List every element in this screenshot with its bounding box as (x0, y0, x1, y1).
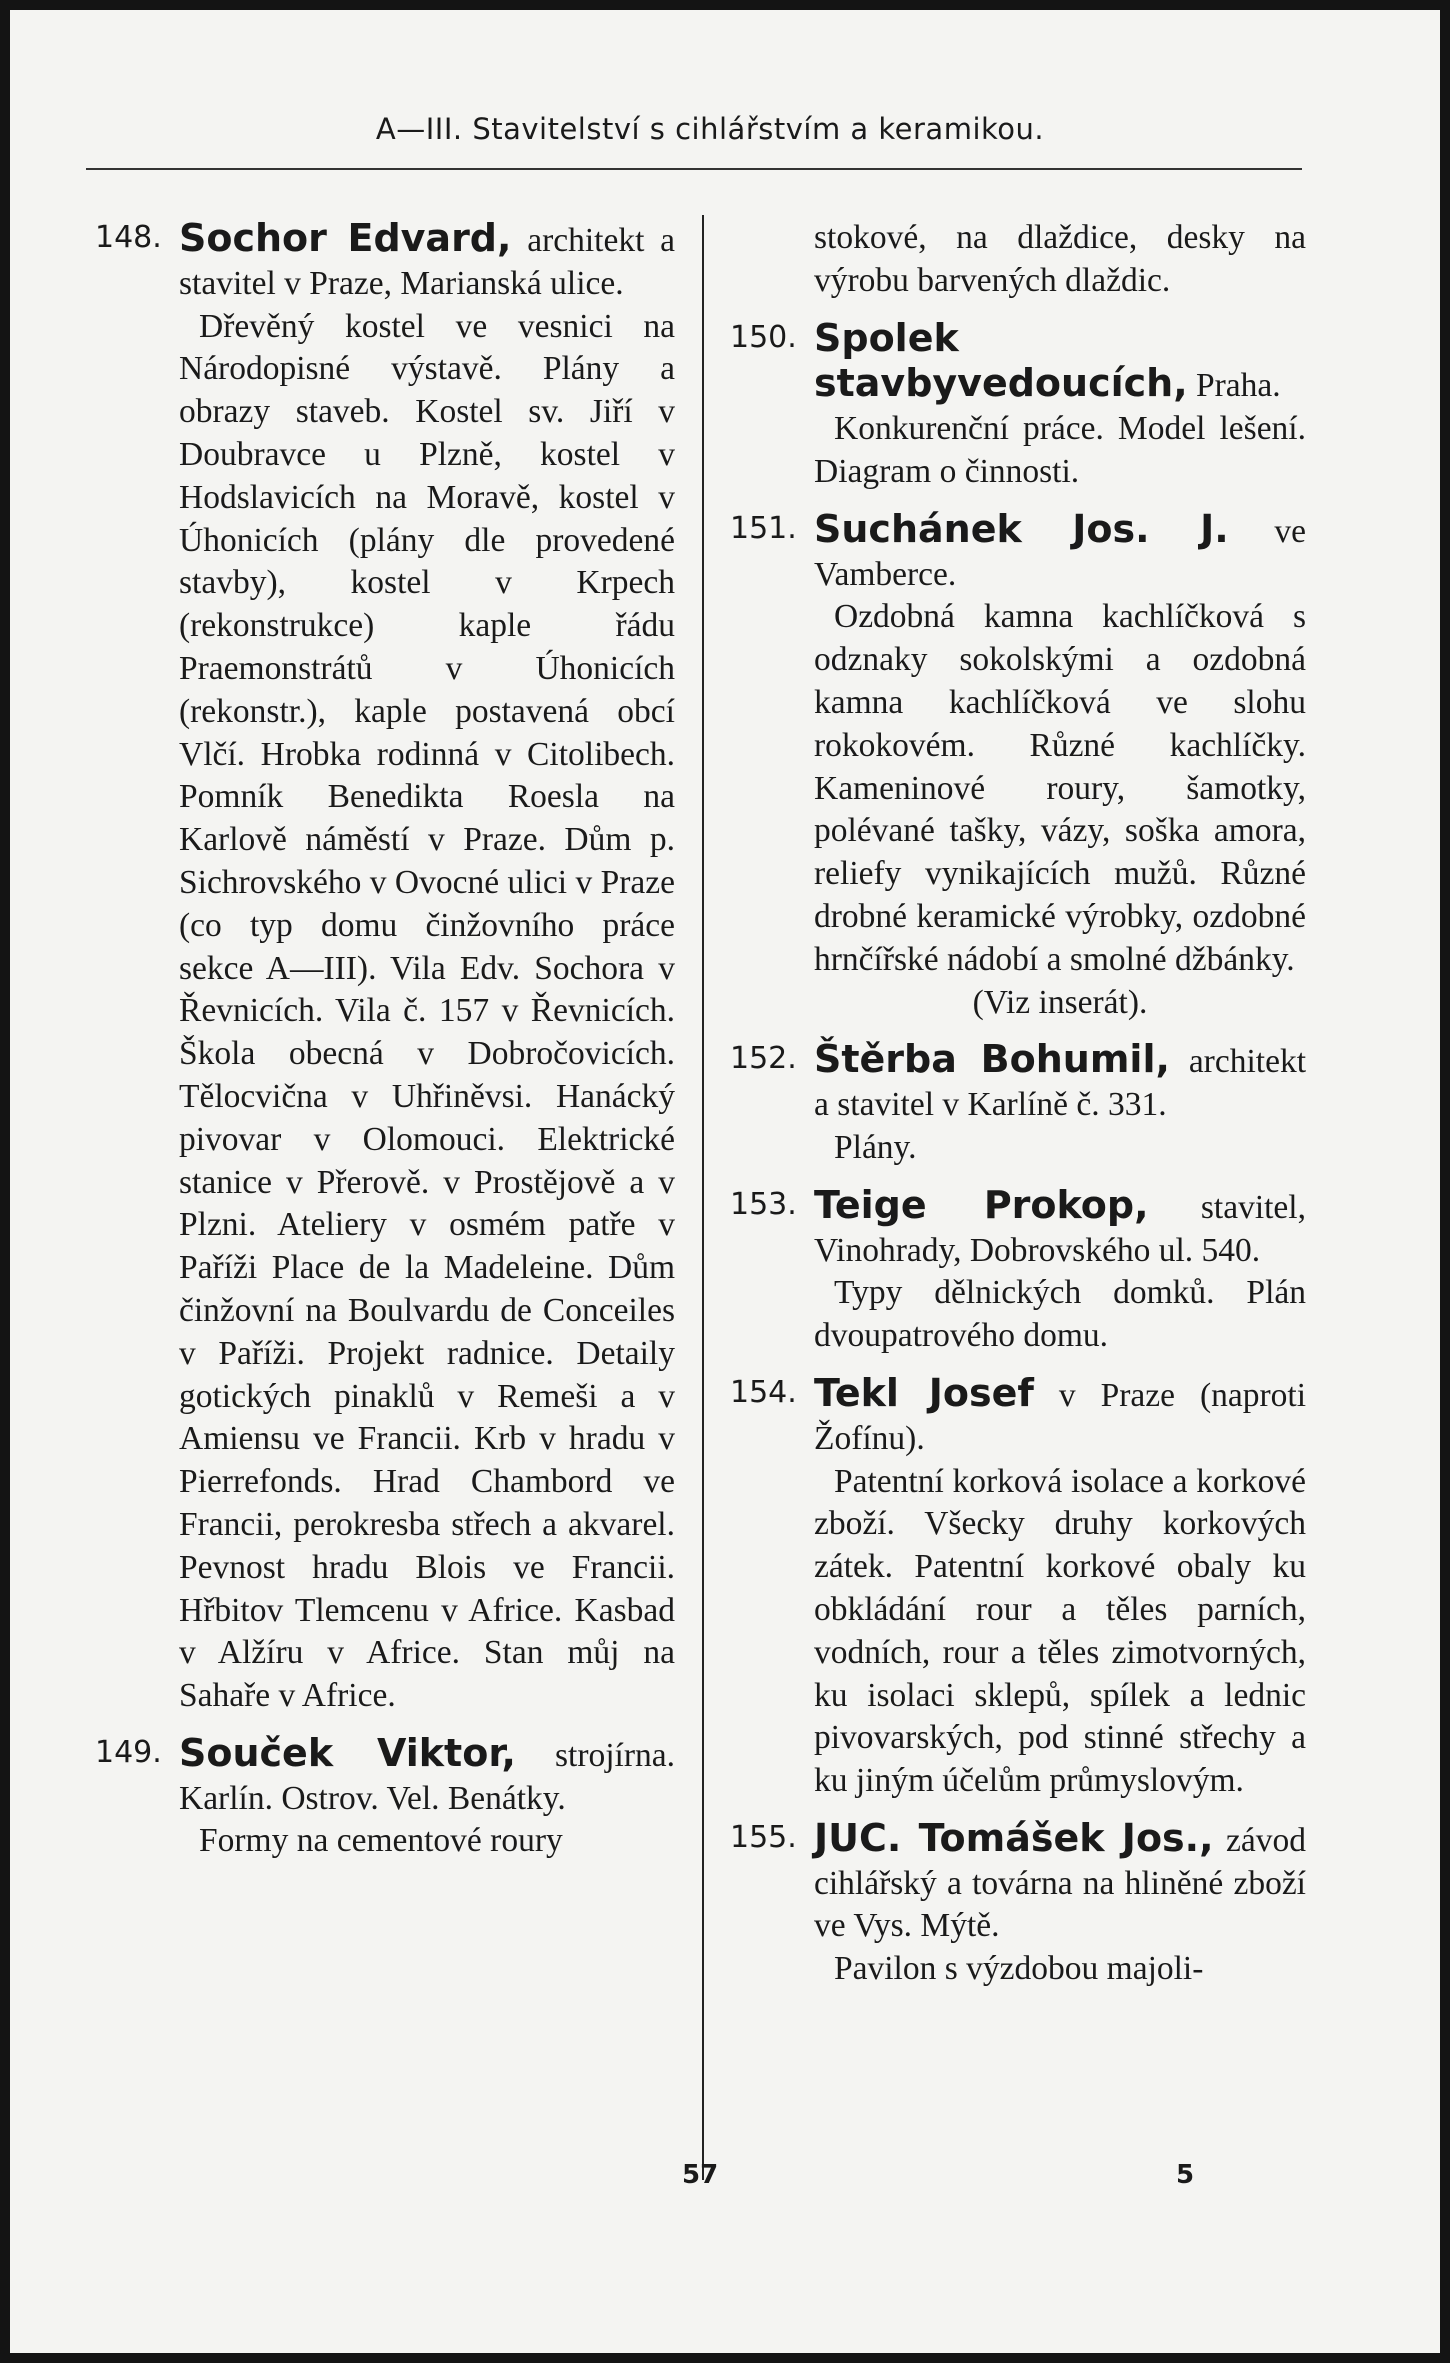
entry-name: JUC. Tomášek Jos., (814, 1815, 1214, 1860)
page-number-left: 57 (682, 2160, 719, 2190)
entry-intro: Praha. (1196, 367, 1281, 405)
entry-number: 148. (95, 220, 162, 255)
entry-name: Sochor Edvard, (179, 216, 512, 260)
entry-150 (730, 317, 1306, 494)
entry-intro: ve Vamberce. (814, 512, 1306, 593)
entry-text: Formy na cementové roury (199, 1822, 563, 1860)
entry-number: 155. (730, 1819, 797, 1855)
entry-number: 150. (730, 319, 797, 355)
page-number-right: 5 (1176, 2160, 1195, 2190)
column-divider (702, 215, 704, 2180)
running-header: A—III. Stavitelství s cihlářstvím a keramikou. (375, 112, 1045, 146)
entry-151 (730, 508, 1306, 1025)
entry-number: 152. (730, 1041, 797, 1077)
header-rule (86, 168, 1302, 170)
entry-intro: závod cihlářský a továrna na hliněné zboží ve Vys. Mýtě. (814, 1821, 1306, 1945)
entry-intro: v Praze (naproti Žofínu). (814, 1376, 1307, 1457)
entry-text: Konkurenční práce. Model lešení. Diagram o činnosti. (814, 410, 1306, 490)
entry-name: Suchánek Jos. J. (814, 506, 1229, 551)
entry-154 (730, 1372, 1306, 1803)
entry-text: Typy dělnických domků. Plán dvoupatrového domu. (814, 1274, 1306, 1355)
entry-text: Ozdobná kamna kachlíčková s odznaky sokolskými a ozdobná kamna kachlíčková ve slohu rokokovém. Různé kachlíčky. Kameninové roury, šamotky, polévané tašky, vázy, soška amora, reliefy vynikajících mužů. Různé drobné keramické výrobky, ozdobné hrnčířské nádobí a smolné džbánky. (814, 598, 1306, 978)
entry-number: 149. (95, 1734, 162, 1770)
entry-name: Tekl Josef (814, 1370, 1034, 1415)
entry-number: 154. (730, 1374, 797, 1410)
entry-number: 153. (730, 1186, 797, 1222)
entry-148 (95, 217, 675, 1718)
entry-name: Souček Viktor, (179, 1730, 516, 1775)
entry-name: Štěrba Bohumil, (814, 1037, 1170, 1082)
entry-text: Patentní korková isolace a korkové zboží. Všecky druhy korkových zátek. Patentní korkové obaly ku obkládání rour a těles parních, vodních, rour a těles zimotvorných, ku isolaci sklepů, spílek a lednic pivovarských, pod stinné střechy a ku jiným účelům průmyslovým. (814, 1462, 1306, 1800)
entry-text: Pavilon s výzdobou majoli- (834, 1950, 1204, 1988)
right-column (730, 217, 1306, 1991)
entry-149 (95, 1732, 675, 1863)
entry-intro: architekt a stavitel v Praze, Marianská ulice. (179, 222, 676, 302)
entry-153 (730, 1184, 1306, 1358)
entry-text: Plány. (834, 1128, 917, 1166)
entry-number: 151. (730, 510, 797, 546)
left-column (95, 217, 675, 1863)
entry-intro: architekt a stavitel v Karlíně č. 331. (814, 1043, 1306, 1124)
continued-text: stokové, na dlaždice, desky na výrobu barvených dlaždic. (814, 219, 1306, 299)
entry-note: (Viz inserát). (972, 983, 1148, 1021)
entry-intro: stavitel, Vinohrady, Dobrovského ul. 540. (814, 1188, 1306, 1269)
entry-155 (730, 1817, 1306, 1991)
entry-152 (730, 1038, 1306, 1169)
entry-text: Dřevěný kostel ve vesnici na Národopisné výstavě. Plány a obrazy staveb. Kostel sv. Jiří v Doubravce u Plzně, kostel v Hodslavicích na Moravě, kostel v Úhonicích (plány dle provedené stavby), kostel v Krpech (rekonstrukce) kaple řádu Praemonstrátů v Úhonicích (rekonstr.), kaple postavená obcí Vlčí. Hrobka rodinná v Citolibech. Pomník Benedikta Roesla na Karlově náměstí v Praze. Dům p. Sichrovského v Ovocné ulici v Praze (co typ domu činžovního práce sekce A—III). Vila Edv. Sochora v Řevnicích. Vila č. 157 v Řevnicích. Škola obecná v Dobročovicích. Tělocvična v Uhřiněvsi. Hanácký pivovar v Olomouci. Elektrické stanice v Přerově. v Prostějově a v Plzni. Ateliery v osmém patře v Paříži Place de la Madeleine. Dům činžovní na Boulvardu de Conceiles v Paříži. Projekt radnice. Detaily gotických pinaklů v Remeši a v Amiensu ve Francii. Krb v hradu v Pierrefonds. Hrad Chambord ve Francii, perokresba střech a akvarel. Pevnost hradu Blois ve Francii. Hřbitov Tlemcenu v Africe. Kasbad v Alžíru v Africe. Stan můj na Sahaře v Africe. (179, 307, 675, 1715)
entry-intro: strojírna. Karlín. Ostrov. Vel. Benátky. (179, 1736, 675, 1817)
entry-name: Teige Prokop, (814, 1182, 1149, 1227)
entry-name: Spolek stavbyvedoucích, (814, 315, 1188, 406)
